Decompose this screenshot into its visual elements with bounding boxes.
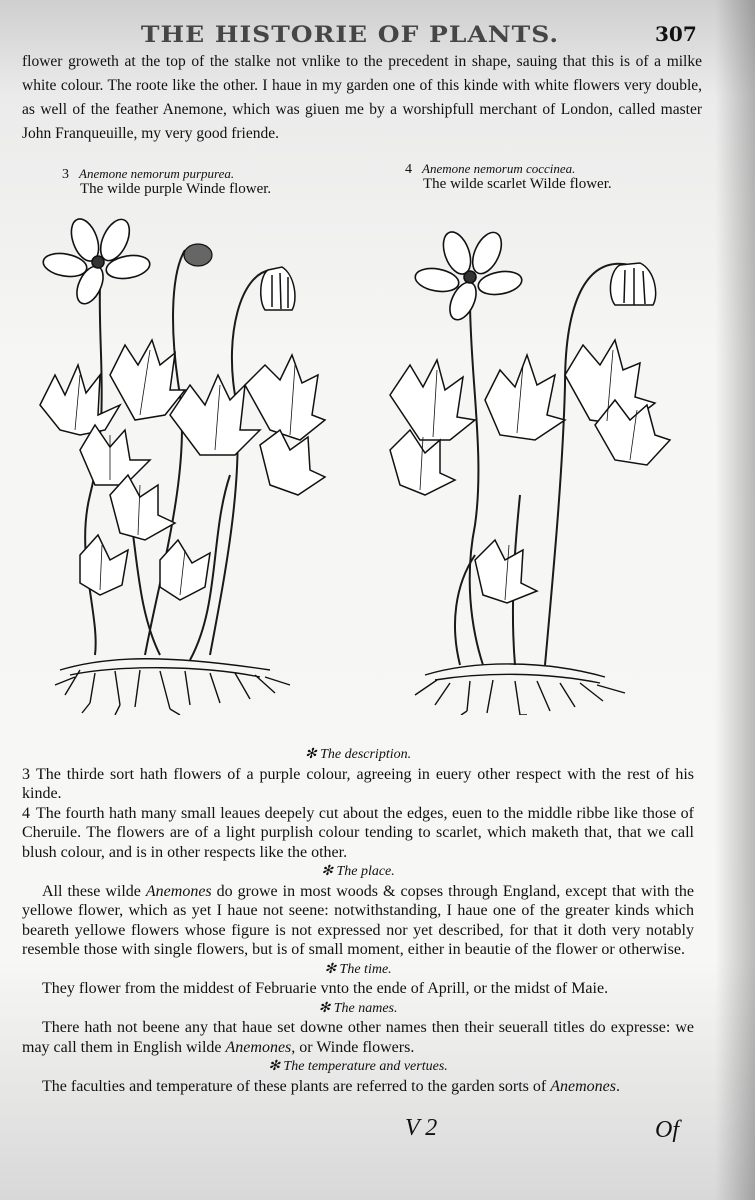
flower-bud — [184, 244, 212, 266]
place-text-italic: Anemones — [145, 882, 212, 900]
place-text-rest: do growe in most woods & copses through England, except that with the yellowe flower, which as yet I haue not seene: notwithstanding, I haue one of the greater kinds which beareth yellowe flowers whose figure is not expressed nor yet described, for that it doth very notably resemble those with single flowers, but is of small moment, either in beautie of the flower or otherwise. — [22, 882, 694, 958]
signature-mark: V 2 — [405, 1115, 438, 1141]
temperature-text: The faculties and temperature of these plants are referred to the garden sorts of — [42, 1077, 551, 1095]
time-paragraph: They flower from the middest of Februarie vnto the ende of Aprill, or the midst of Maie. — [42, 980, 609, 997]
place-heading: ✻ The place. — [321, 864, 395, 879]
flower-open — [41, 215, 151, 308]
description-item-text: The thirde sort hath flowers of a purple colour, agreeing in euery other respect with the rest of his kinde. — [22, 765, 694, 802]
body-text — [22, 745, 694, 1096]
figure-number: 4 — [405, 162, 412, 177]
leaf-clusters — [40, 340, 325, 600]
woodcut-purple-anemone — [20, 215, 340, 715]
figure-latin-name: Anemone nemorum coccinea. — [422, 161, 576, 176]
flower-nodding — [610, 263, 655, 305]
figure-caption-3 — [62, 165, 271, 198]
names-text: There hath not beene any that haue set downe other names then their seuerall titles do expresse: we may call them in English wilde — [22, 1019, 694, 1056]
figure-number: 3 — [62, 167, 69, 182]
flower-open — [413, 228, 523, 324]
place-text: All these wilde — [42, 882, 146, 900]
temperature-paragraph — [22, 1077, 694, 1097]
names-text-italic: Anemones — [225, 1038, 292, 1056]
temperature-text-rest: . — [615, 1077, 620, 1095]
description-heading: ✻ The description. — [304, 747, 412, 762]
page-gutter-shadow — [715, 0, 755, 1200]
figure-caption-4 — [405, 160, 612, 193]
description-item-number: 4 — [22, 804, 30, 822]
figure-english-name: The wilde scarlet Wilde flower. — [423, 176, 612, 192]
names-text-rest: , or Winde flowers. — [291, 1038, 415, 1056]
time-heading: ✻ The time. — [324, 961, 392, 977]
page-number: 307 — [655, 22, 697, 46]
top-paragraph: flower groweth at the top of the stalke not vnlike to the precedent in shape, sauing that this is of a milke white colour. The roote like the other. I haue in my garden one of this kinde with white flowers very double, as well of the feather Anemone, which was giuen me by a worshipfull merchant of London, called master John Franqueuille, my very good friende. — [22, 53, 702, 142]
figure-latin-name: Anemone nemorum purpurea. — [79, 166, 235, 181]
description-item-text: The fourth hath many small leaues deepely cut about the edges, euen to the middle ribbe like those of Cheruile. The flowers are of a light purplish colour tending to scarlet, which maketh that, that we call blush colour, and is in other respects like the other. — [22, 804, 694, 861]
names-heading: ✻ The names. — [318, 1000, 398, 1016]
temperature-heading: ✻ The temperature and vertues. — [268, 1059, 448, 1074]
figure-english-name: The wilde purple Winde flower. — [80, 181, 272, 197]
place-paragraph — [22, 882, 694, 960]
flower-nodding — [261, 267, 295, 310]
temperature-text-italic: Anemones — [550, 1077, 616, 1095]
root-mass — [415, 664, 625, 715]
root-mass — [55, 659, 290, 715]
woodcut-scarlet-anemone — [375, 225, 675, 715]
description-item-3 — [22, 765, 694, 804]
description-item-4 — [22, 804, 694, 863]
leaf-clusters — [390, 340, 670, 603]
running-title: THE HISTORIE OF PLANTS. — [140, 21, 560, 48]
description-item-number: 3 — [22, 765, 30, 783]
catchword: Of — [655, 1117, 679, 1143]
names-paragraph — [22, 1018, 694, 1057]
